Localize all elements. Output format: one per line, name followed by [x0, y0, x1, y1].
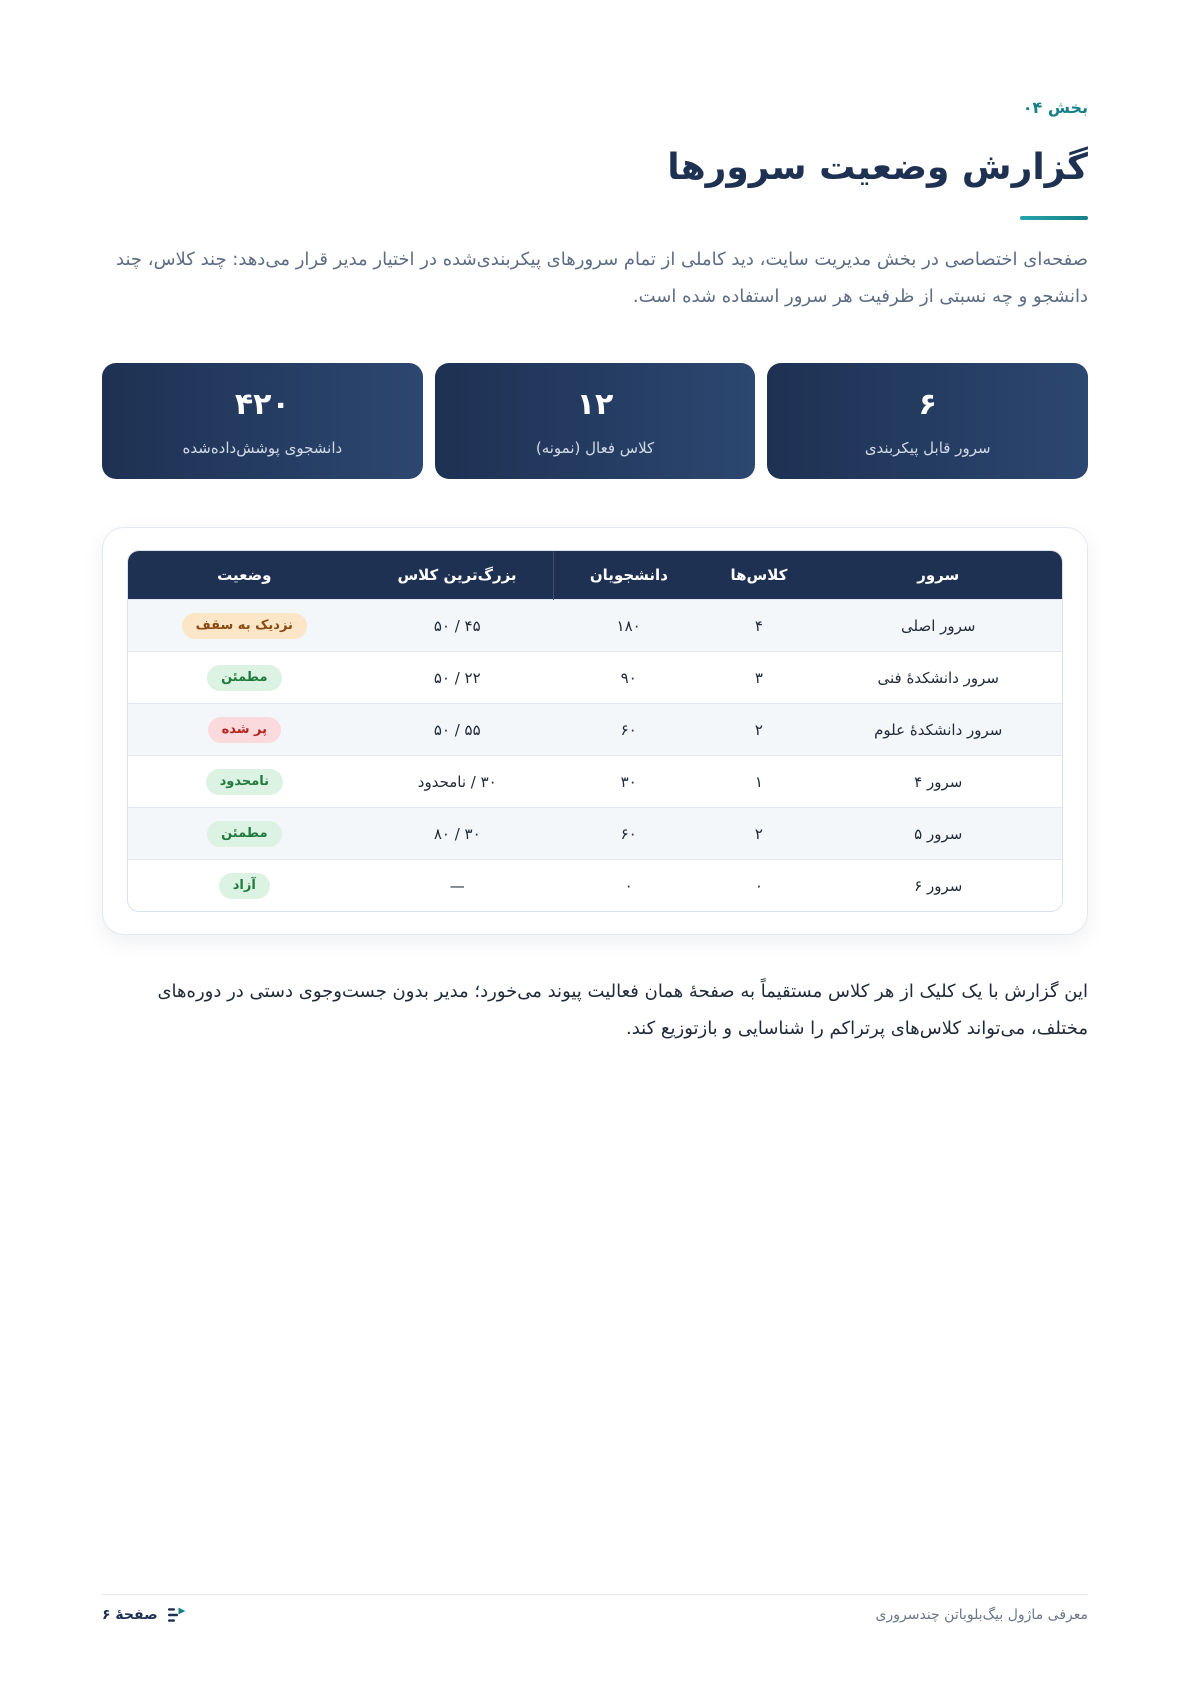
footer-page-number: صفحهٔ ۶ [102, 1607, 158, 1623]
stat-card-servers [767, 363, 1088, 479]
stat-value: ۶ [918, 387, 937, 422]
server-table-card [102, 527, 1088, 935]
cell-server: سرور دانشکدهٔ فنی [815, 652, 1063, 704]
cell-server: سرور اصلی [815, 600, 1063, 652]
server-table-frame [127, 550, 1063, 912]
table-header-row [128, 551, 1062, 600]
page-footer [102, 1594, 1088, 1625]
cell-largest-class: — [361, 860, 554, 912]
section-label: بخش ۰۴ [1022, 98, 1088, 117]
cell-students: ۳۰ [554, 756, 703, 808]
table-row [128, 808, 1062, 860]
cell-status [128, 756, 361, 808]
cell-largest-class: ۳۰ / نامحدود [361, 756, 554, 808]
cell-largest-class: ۴۵ / ۵۰ [361, 600, 554, 652]
stat-label: کلاس فعال (نمونه) [535, 439, 655, 457]
header-server: سرور [815, 551, 1063, 600]
header-classes: کلاس‌ها [703, 551, 814, 600]
status-badge: آزاد [219, 873, 270, 899]
table-row [128, 860, 1062, 912]
cell-students: ۶۰ [554, 808, 703, 860]
intro-paragraph: صفحه‌ای اختصاصی در بخش مدیریت سایت، دید کاملی از تمام سرورهای پیکربندی‌شده در اختیار مدیر قرار می‌دهد: چند کلاس، چند دانشجو و چه نسبتی از ظرفیت هر سرور استفاده شده است. [116, 249, 1088, 307]
status-badge: مطمئن [207, 665, 281, 691]
footer-doc-title: معرفی ماژول بیگ‌بلوباتن چندسروری [875, 1607, 1088, 1623]
stat-value: ۱۲ [576, 387, 614, 422]
title-accent-bar [1020, 216, 1088, 220]
cell-students: ۰ [554, 860, 703, 912]
cell-largest-class: ۲۲ / ۵۰ [361, 652, 554, 704]
stats-row [102, 363, 1088, 479]
cell-server: سرور ۶ [815, 860, 1063, 912]
table-header [128, 551, 1062, 600]
header-largest-class: بزرگ‌ترین کلاس [361, 551, 554, 600]
cell-classes: ۰ [703, 860, 814, 912]
table-row [128, 652, 1062, 704]
table-row [128, 756, 1062, 808]
cell-classes: ۴ [703, 600, 814, 652]
cell-status [128, 704, 361, 756]
header-students: دانشجویان [554, 551, 703, 600]
cell-students: ۹۰ [554, 652, 703, 704]
page-title: گزارش وضعیت سرورها [667, 147, 1088, 188]
status-badge: مطمئن [207, 821, 281, 847]
cell-largest-class: ۳۰ / ۸۰ [361, 808, 554, 860]
header-status: وضعیت [128, 551, 361, 600]
stat-label: سرور قابل پیکربندی [864, 439, 991, 457]
cell-server: سرور ۴ [815, 756, 1063, 808]
cell-status [128, 808, 361, 860]
stat-value: ۴۲۰ [234, 387, 290, 422]
table-body [128, 600, 1062, 912]
cell-classes: ۱ [703, 756, 814, 808]
report-note-paragraph: این گزارش با یک کلیک از هر کلاس مستقیماً به صفحهٔ همان فعالیت پیوند می‌خورد؛ مدیر بدون جست‌وجوی دستی در دوره‌های مختلف، می‌تواند کلاس‌های پرتراکم را شناسایی و بازتوزیع کند. [157, 981, 1088, 1039]
cell-status [128, 860, 361, 912]
cell-classes: ۲ [703, 808, 814, 860]
stat-label: دانشجوی پوشش‌داده‌شده [182, 439, 343, 457]
server-status-table [128, 551, 1062, 911]
table-row [128, 704, 1062, 756]
status-badge: نزدیک به سقف [182, 613, 307, 639]
cell-status [128, 652, 361, 704]
footer-page-group [102, 1605, 186, 1625]
status-badge: نامحدود [206, 769, 283, 795]
cell-students: ۱۸۰ [554, 600, 703, 652]
cell-server: سرور ۵ [815, 808, 1063, 860]
cell-status [128, 600, 361, 652]
cell-students: ۶۰ [554, 704, 703, 756]
stat-card-classes [435, 363, 756, 479]
cell-server: سرور دانشکدهٔ علوم [815, 704, 1063, 756]
cell-classes: ۲ [703, 704, 814, 756]
status-badge: پر شده [208, 717, 281, 743]
table-row [128, 600, 1062, 652]
cell-largest-class: ۵۵ / ۵۰ [361, 704, 554, 756]
stat-card-students [102, 363, 423, 479]
cell-classes: ۳ [703, 652, 814, 704]
list-arrow-icon [168, 1607, 186, 1623]
